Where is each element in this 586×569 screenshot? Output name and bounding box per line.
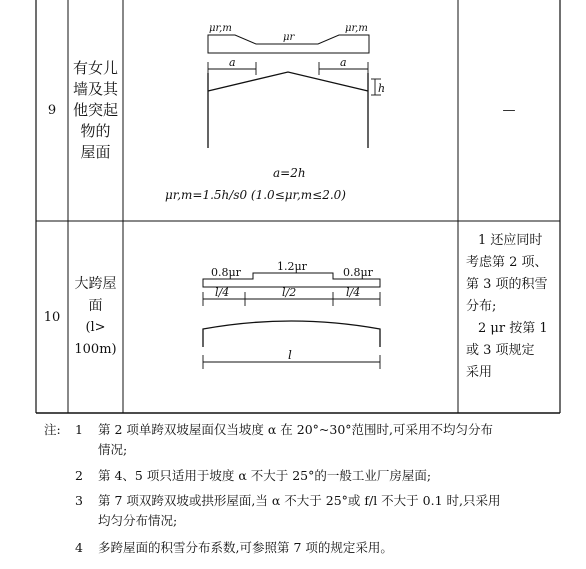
row-10-number: 10 xyxy=(43,309,61,325)
row-9-caption-a: a=2h xyxy=(273,166,306,180)
row-9-coef-left: μr,m xyxy=(209,23,232,34)
row-9-dim-a-right: a xyxy=(340,56,347,69)
note-line: 第 4、5 项只适用于坡度 α 不大于 25°的一般工业厂房屋面; xyxy=(98,468,432,483)
row-10-type-line: 大跨屋面 xyxy=(74,276,117,314)
row-10-dim-right: l/4 xyxy=(346,286,361,299)
row-10-dim-mid: l/2 xyxy=(282,286,297,299)
row-9-remark: — xyxy=(502,103,516,118)
row-10-remark xyxy=(466,230,558,384)
row-10-coef-mid: 1.2μr xyxy=(277,260,307,273)
row-9-type-line: 他突起 xyxy=(72,101,118,119)
row-10-remark-line: 第 3 项的积雪 xyxy=(466,277,548,292)
note-number: 3 xyxy=(75,493,83,508)
row-10-remark-line: 采用 xyxy=(466,365,493,380)
note-line: 第 2 项单跨双坡屋面仅当坡度 α 在 20°~30°范围时,可采用不均匀分布 xyxy=(98,422,494,437)
row-10-coef-left: 0.8μr xyxy=(211,266,241,279)
row-9-figure xyxy=(123,0,458,221)
row-10-dim-total: l xyxy=(288,348,292,362)
row-9-dim-h: h xyxy=(378,82,386,95)
row-9-type xyxy=(68,0,123,221)
row-10-remark-line: 或 3 项规定 xyxy=(466,343,535,358)
row-9-caption-formula: μr,m=1.5h/s0 (1.0≤μr,m≤2.0) xyxy=(165,188,346,202)
row-10-arch-roof xyxy=(203,321,380,347)
row-9-coef-mid: μr xyxy=(283,32,295,43)
note-number: 4 xyxy=(75,540,83,555)
row-9-coef-right: μr,m xyxy=(345,23,368,34)
row-10-type-line: (l> xyxy=(85,320,106,335)
note-number: 1 xyxy=(75,422,83,437)
row-9-type-line: 墙及其 xyxy=(72,80,118,98)
row-10-remark-line: 考虑第 2 项、 xyxy=(466,255,548,270)
row-10-type xyxy=(68,221,123,413)
note-line: 多跨屋面的积雪分布系数,可参照第 7 项的规定采用。 xyxy=(98,540,393,555)
note-number: 2 xyxy=(75,468,83,483)
row-10-dim-left: l/4 xyxy=(215,286,230,299)
row-9-building xyxy=(208,72,368,148)
row-9-number: 9 xyxy=(47,103,57,118)
row-9-type-line: 屋面 xyxy=(80,143,111,161)
note-line: 情况; xyxy=(98,442,128,457)
row-9-type-line: 有女儿 xyxy=(72,59,118,77)
row-10-figure xyxy=(123,221,458,413)
row-9-dim-a-left: a xyxy=(229,56,236,69)
row-10-remark-line: 分布; xyxy=(466,299,497,314)
row-10-type-line: 100m) xyxy=(74,342,117,357)
note-line: 第 7 项双跨双坡或拱形屋面,当 α 不大于 25°或 f/l 不大于 0.1 时,只采用 xyxy=(98,493,501,508)
row-10-remark-line: 2 μr 按第 1 xyxy=(478,321,548,336)
row-9-type-line: 物的 xyxy=(80,122,111,140)
row-10-coef-right: 0.8μr xyxy=(343,266,373,279)
notes-prefix: 注: xyxy=(44,422,61,437)
note-line: 均匀分布情况; xyxy=(98,513,178,528)
row-10-remark-line: 1 还应同时 xyxy=(478,233,543,248)
